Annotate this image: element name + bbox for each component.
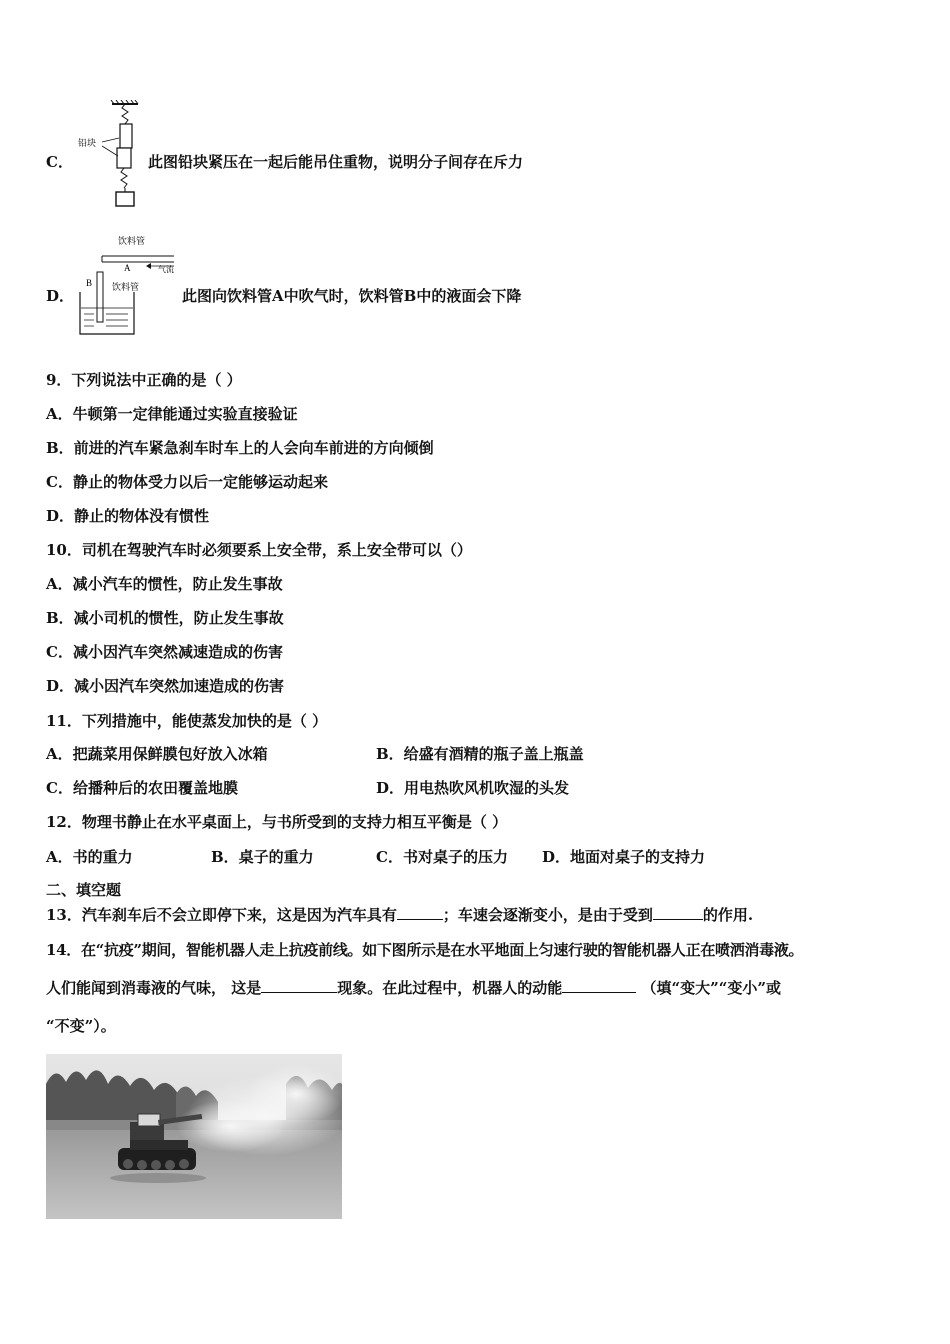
- section-fill-in-heading: 二、填空题: [46, 881, 122, 899]
- q14-blank-2: [562, 978, 636, 993]
- q10-stem: 10．司机在驾驶汽车时必须要系上安全带，系上安全带可以（）: [46, 541, 472, 559]
- q10-option-a: A．减小汽车的惯性，防止发生事故: [46, 575, 283, 593]
- q14-line3: “不变”）。: [46, 1017, 116, 1035]
- q13-blank-2: [653, 905, 703, 920]
- lead-block-label: 铅块: [78, 138, 97, 148]
- q14-blank-1: [261, 978, 337, 993]
- q14-part1: 人们能闻到消毒液的气味， 这是: [46, 979, 262, 997]
- q14-line1: 14．在“抗疫”期间，智能机器人走上抗疫前线。如下图所示是在水平地面上匀速行驶的智能机器人正在喷洒消毒液。: [46, 941, 804, 959]
- q13-part2: ；车速会逐渐变小，是由于受到: [442, 906, 653, 924]
- q14-part3: （填“变大”“变小”或: [636, 979, 781, 997]
- straw-b-label: B: [86, 278, 93, 288]
- airflow-label: 气流: [158, 265, 174, 274]
- q13-part3: 的作用.: [702, 906, 754, 924]
- lead-blocks-figure: [76, 100, 146, 210]
- q11-stem: 11．下列措施中，能使蒸发加快的是（ ）: [46, 712, 328, 730]
- q12-option-c: C．书对桌子的压力: [376, 848, 508, 866]
- q12-option-d: D．地面对桌子的支持力: [542, 848, 706, 866]
- q9-option-b: B．前进的汽车紧急刹车时车上的人会向车前进的方向倾倒: [46, 439, 434, 457]
- q11-option-d: D．用电热吹风机吹湿的头发: [376, 779, 570, 797]
- q12-option-b: B．桌子的重力: [211, 848, 314, 866]
- q8-option-d-label: D．: [46, 287, 75, 305]
- q9-option-d: D．静止的物体没有惯性: [46, 507, 210, 525]
- q10-option-b: B．减小司机的惯性，防止发生事故: [46, 609, 284, 627]
- q12-stem: 12．物理书静止在水平桌面上，与书所受到的支持力相互平衡是（ ）: [46, 813, 508, 831]
- q9-option-a: A．牛顿第一定律能通过实验直接验证: [46, 405, 298, 423]
- q13: [46, 905, 753, 925]
- straw-experiment-figure: [76, 232, 186, 342]
- q10-option-d: D．减小因汽车突然加速造成的伤害: [46, 677, 285, 695]
- q8-option-c-text: 此图铅块紧压在一起后能吊住重物，说明分子间存在斥力: [148, 153, 524, 171]
- q8-option-d-text: 此图向饮料管A中吹气时，饮料管B中的液面会下降: [182, 287, 522, 305]
- q11-option-b: B．给盛有酒精的瓶子盖上瓶盖: [376, 745, 584, 763]
- q9-option-c: C．静止的物体受力以后一定能够运动起来: [46, 473, 328, 491]
- q13-part1: 13．汽车刹车后不会立即停下来，这是因为汽车具有: [46, 906, 397, 924]
- q11-option-a: A．把蔬菜用保鲜膜包好放入冰箱: [46, 745, 268, 763]
- q9-stem: 9．下列说法中正确的是（ ）: [46, 371, 242, 389]
- q10-option-c: C．减小因汽车突然减速造成的伤害: [46, 643, 283, 661]
- q8-option-c-label: C．: [46, 153, 73, 171]
- q11-option-c: C．给播种后的农田覆盖地膜: [46, 779, 238, 797]
- q13-blank-1: [397, 905, 443, 920]
- straw-a-label: A: [124, 263, 131, 273]
- disinfection-robot-photo: [46, 1054, 342, 1219]
- straw-top-label: 饮料管: [118, 236, 146, 246]
- q14-line2: [46, 978, 781, 998]
- straw-side-label: 饮料管: [112, 282, 140, 292]
- q14-part2: 现象。在此过程中，机器人的动能: [337, 979, 563, 997]
- q12-option-a: A．书的重力: [46, 848, 133, 866]
